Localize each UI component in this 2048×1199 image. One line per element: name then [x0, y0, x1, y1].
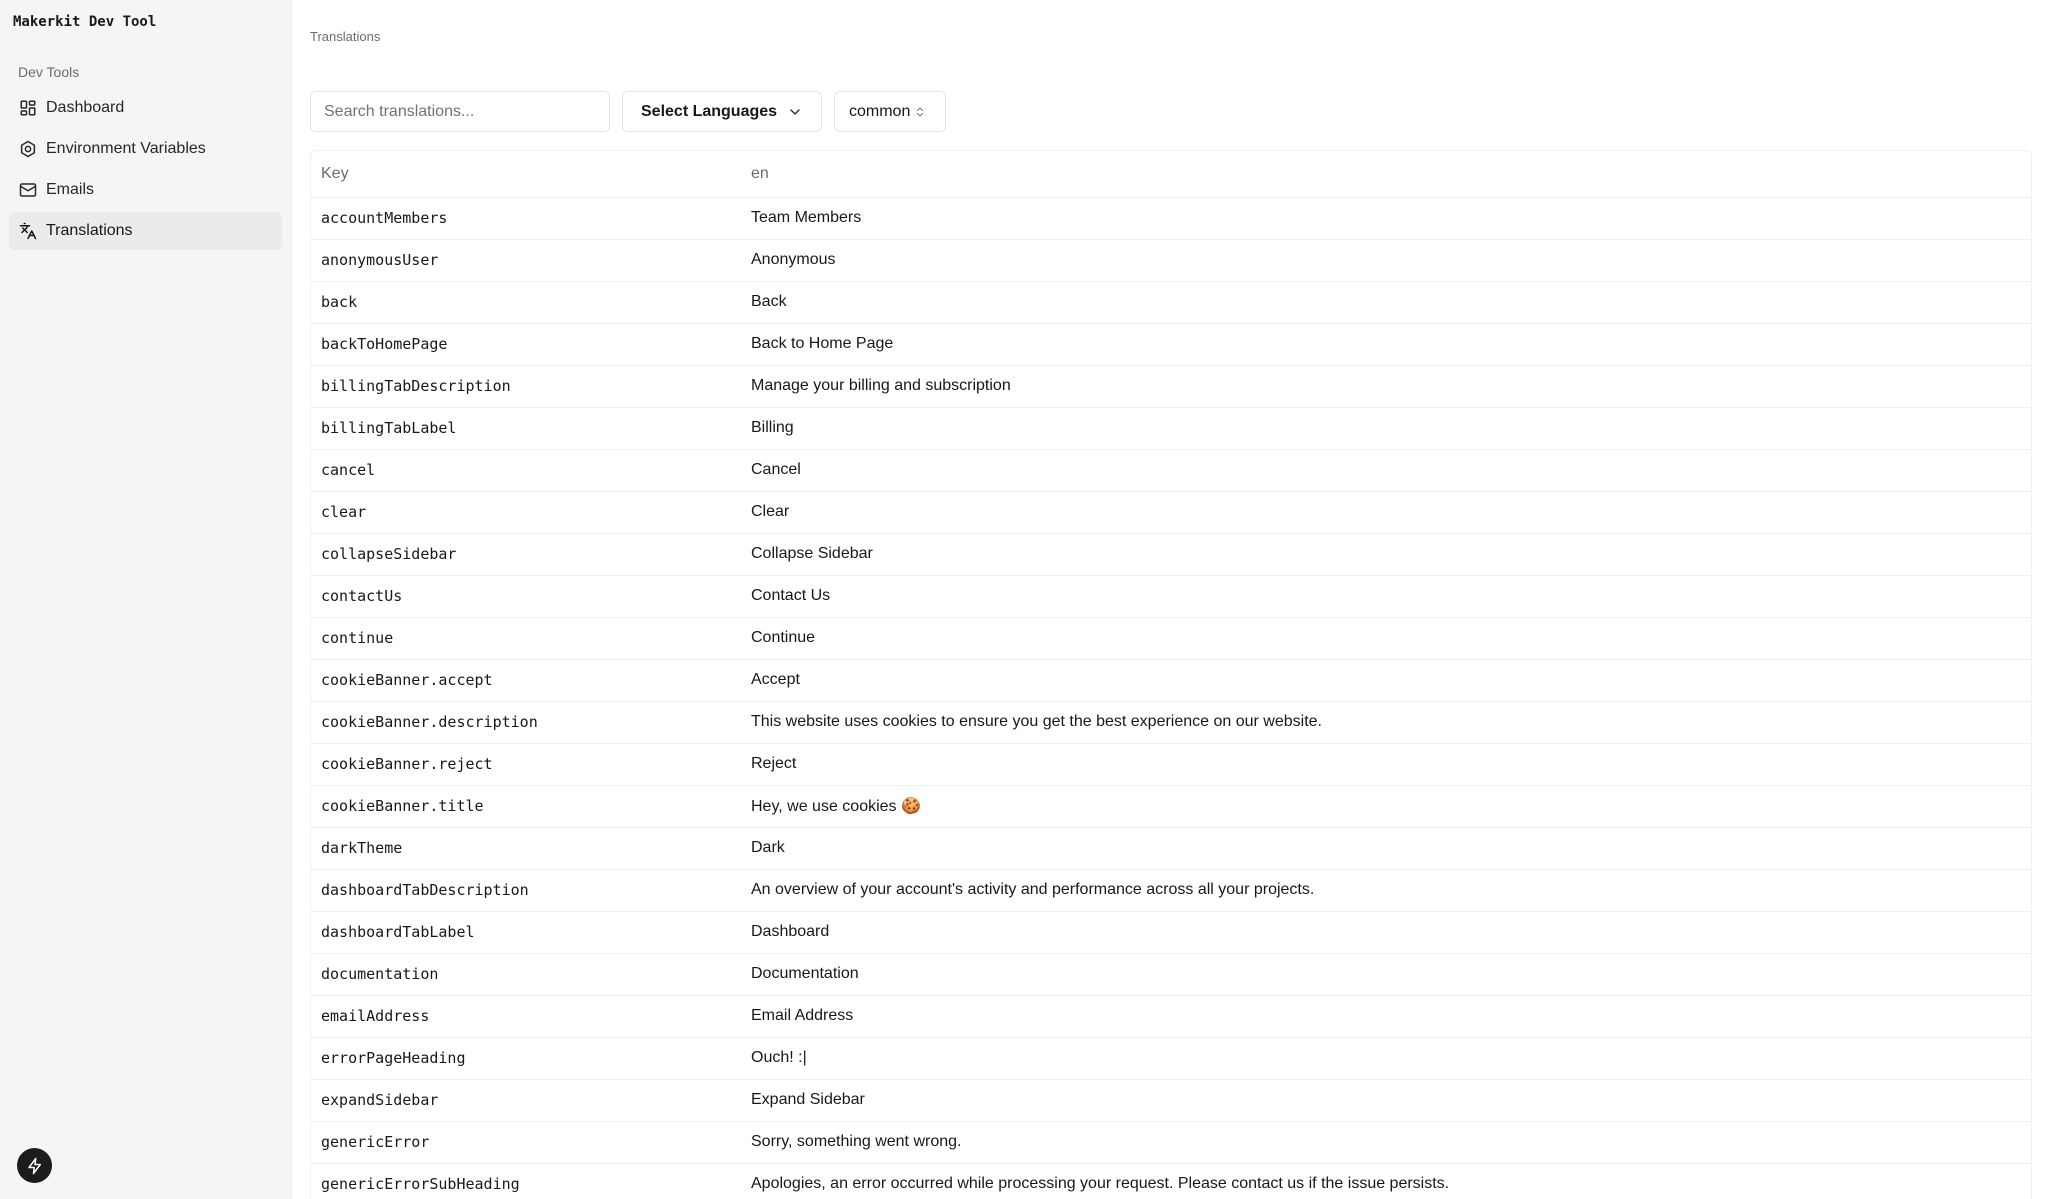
translation-value[interactable]: Documentation — [741, 953, 2031, 995]
table-row[interactable] — [311, 911, 2031, 953]
table-row[interactable] — [311, 953, 2031, 995]
layout-dashboard-icon — [19, 99, 37, 117]
sidebar-item-label: Translations — [46, 222, 133, 239]
app-title: Makerkit Dev Tool — [13, 14, 157, 30]
bolt-icon — [26, 1157, 44, 1175]
translation-value[interactable]: This website uses cookies to ensure you get the best experience on our website. — [741, 701, 2031, 743]
translation-value[interactable]: Clear — [741, 491, 2031, 533]
translation-value[interactable]: Continue — [741, 617, 2031, 659]
table-row[interactable] — [311, 827, 2031, 869]
translation-value[interactable]: Dashboard — [741, 911, 2031, 953]
translation-key: anonymousUser — [311, 239, 741, 281]
table-row[interactable] — [311, 281, 2031, 323]
translation-value[interactable]: Manage your billing and subscription — [741, 365, 2031, 407]
translation-key: cookieBanner.description — [311, 701, 741, 743]
translation-value[interactable]: Reject — [741, 743, 2031, 785]
namespace-value: common — [849, 102, 911, 120]
translations-table — [310, 150, 2032, 1199]
translation-key: documentation — [311, 953, 741, 995]
table-header-row — [311, 151, 2031, 197]
translation-key: cancel — [311, 449, 741, 491]
translation-value[interactable]: Dark — [741, 827, 2031, 869]
translation-key: clear — [311, 491, 741, 533]
translation-value[interactable]: Sorry, something went wrong. — [741, 1121, 2031, 1163]
column-header-en: en — [741, 151, 2031, 197]
sidebar — [0, 0, 292, 1199]
chevrons-up-down-icon — [914, 105, 926, 119]
sidebar-item-dashboard[interactable] — [9, 89, 282, 127]
table-row[interactable] — [311, 1079, 2031, 1121]
table-row[interactable] — [311, 785, 2031, 827]
table-row[interactable] — [311, 197, 2031, 239]
translation-key: emailAddress — [311, 995, 741, 1037]
table-row[interactable] — [311, 239, 2031, 281]
select-languages-button[interactable] — [622, 91, 822, 132]
table-row[interactable] — [311, 407, 2031, 449]
select-languages-label: Select Languages — [641, 102, 778, 120]
translation-key: back — [311, 281, 741, 323]
sidebar-item-label: Environment Variables — [46, 140, 206, 157]
toolbar — [310, 91, 946, 132]
table-row[interactable] — [311, 365, 2031, 407]
translation-value[interactable]: Expand Sidebar — [741, 1079, 2031, 1121]
translation-key: accountMembers — [311, 197, 741, 239]
table-row[interactable] — [311, 617, 2031, 659]
sidebar-item-emails[interactable] — [9, 171, 282, 209]
sidebar-item-label: Emails — [46, 181, 95, 198]
translation-value[interactable]: Collapse Sidebar — [741, 533, 2031, 575]
languages-icon — [19, 222, 37, 240]
translation-key: cookieBanner.reject — [311, 743, 741, 785]
translation-value[interactable]: An overview of your account's activity and performance across all your projects. — [741, 869, 2031, 911]
translation-value[interactable]: Anonymous — [741, 239, 2031, 281]
translation-key: collapseSidebar — [311, 533, 741, 575]
translation-key: genericErrorSubHeading — [311, 1163, 741, 1199]
translation-key: billingTabLabel — [311, 407, 741, 449]
translation-key: continue — [311, 617, 741, 659]
table-row[interactable] — [311, 869, 2031, 911]
translation-value[interactable]: Accept — [741, 659, 2031, 701]
hexagon-settings-icon — [19, 140, 37, 158]
table-row[interactable] — [311, 449, 2031, 491]
translation-value[interactable]: Back to Home Page — [741, 323, 2031, 365]
main-content — [293, 0, 2048, 1199]
breadcrumb: Translations — [310, 29, 381, 44]
column-header-key: Key — [311, 151, 741, 197]
sidebar-item-environment-variables[interactable] — [9, 130, 282, 168]
translation-key: errorPageHeading — [311, 1037, 741, 1079]
mail-icon — [19, 181, 37, 199]
table-row[interactable] — [311, 701, 2031, 743]
dev-tools-toggle-button[interactable] — [17, 1148, 52, 1183]
table-row[interactable] — [311, 1121, 2031, 1163]
table-row[interactable] — [311, 533, 2031, 575]
translation-key: backToHomePage — [311, 323, 741, 365]
translation-key: dashboardTabLabel — [311, 911, 741, 953]
table-row[interactable] — [311, 659, 2031, 701]
translation-key: dashboardTabDescription — [311, 869, 741, 911]
translation-key: cookieBanner.accept — [311, 659, 741, 701]
translation-value[interactable]: Team Members — [741, 197, 2031, 239]
chevron-down-icon — [787, 104, 803, 120]
translation-value[interactable]: Hey, we use cookies 🍪 — [741, 785, 2031, 827]
translation-value[interactable]: Billing — [741, 407, 2031, 449]
translation-value[interactable]: Ouch! :| — [741, 1037, 2031, 1079]
namespace-select[interactable] — [834, 91, 946, 132]
translation-key: contactUs — [311, 575, 741, 617]
translation-value[interactable]: Apologies, an error occurred while processing your request. Please contact us if the issue persists. — [741, 1163, 2031, 1199]
table-row[interactable] — [311, 1163, 2031, 1199]
translation-value[interactable]: Contact Us — [741, 575, 2031, 617]
translation-key: billingTabDescription — [311, 365, 741, 407]
translation-key: cookieBanner.title — [311, 785, 741, 827]
translation-key: genericError — [311, 1121, 741, 1163]
sidebar-item-label: Dashboard — [46, 99, 125, 116]
translation-value[interactable]: Cancel — [741, 449, 2031, 491]
table-row[interactable] — [311, 1037, 2031, 1079]
translation-key: darkTheme — [311, 827, 741, 869]
translation-value[interactable]: Email Address — [741, 995, 2031, 1037]
sidebar-item-translations[interactable] — [9, 212, 282, 250]
sidebar-group-label: Dev Tools — [18, 64, 80, 80]
table-row[interactable] — [311, 491, 2031, 533]
search-input[interactable] — [310, 91, 610, 132]
sidebar-nav — [9, 89, 282, 253]
translation-key: expandSidebar — [311, 1079, 741, 1121]
translation-value[interactable]: Back — [741, 281, 2031, 323]
table-row[interactable] — [311, 575, 2031, 617]
table-row[interactable] — [311, 323, 2031, 365]
table-row[interactable] — [311, 995, 2031, 1037]
table-row[interactable] — [311, 743, 2031, 785]
